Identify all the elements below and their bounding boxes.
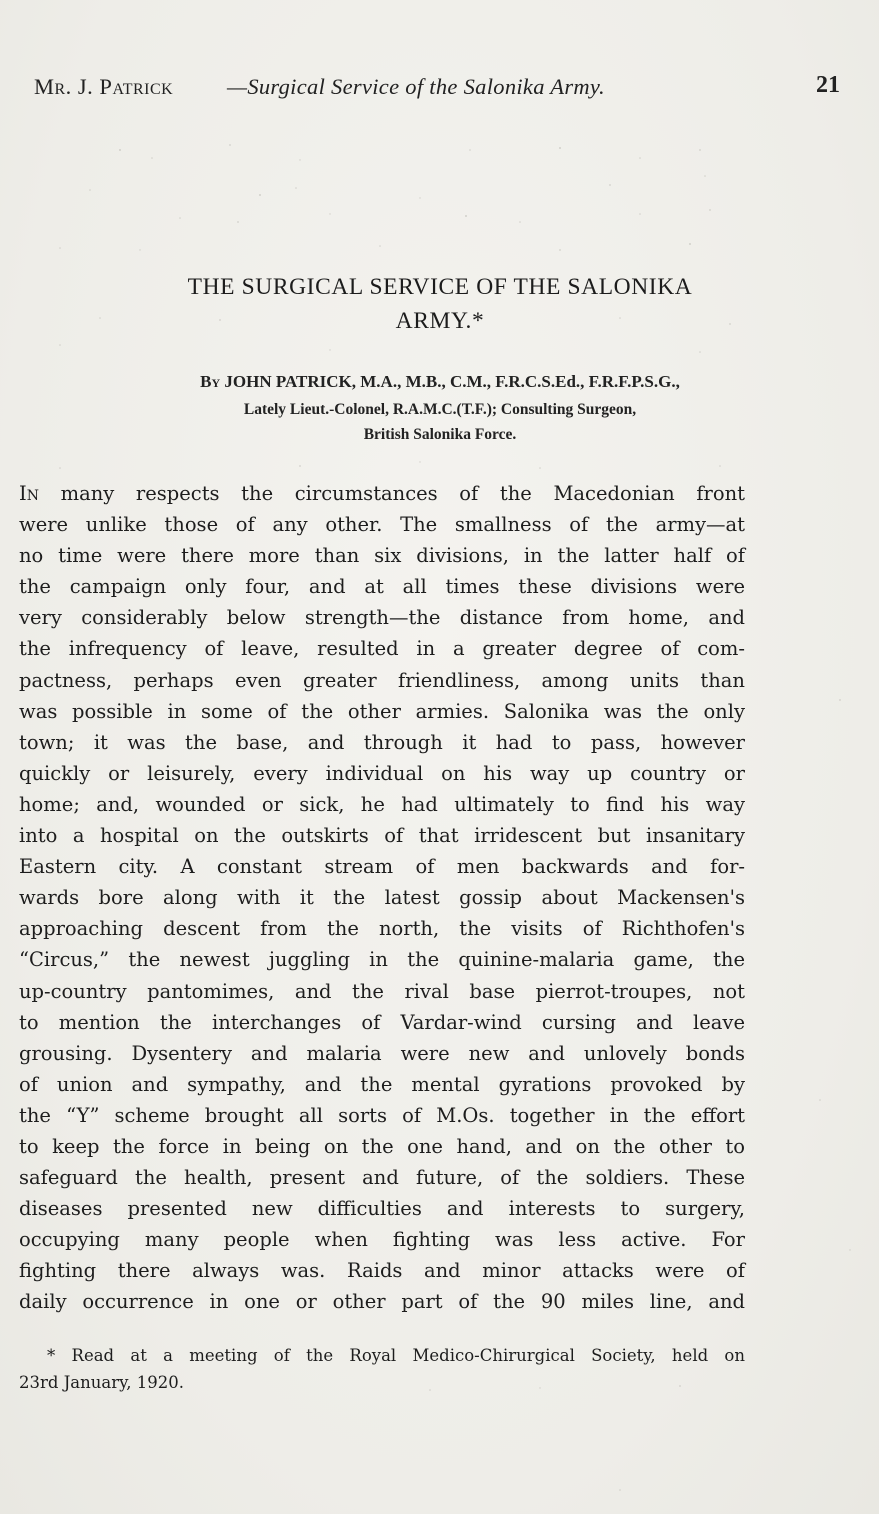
affiliation-line-2: British Salonika Force.: [363, 426, 517, 443]
body-line: diseases presented new difficulties and interests to surgery,: [19, 1197, 745, 1221]
body-paragraph: [19, 478, 745, 1318]
footnote-line-1: * Read at a meeting of the Royal Medico-Chirurgical Society, held on: [47, 1346, 745, 1365]
footnote-line-2: 23rd January, 1920.: [19, 1373, 184, 1392]
body-line: were unlike those of any other. The smallness of the army—at: [19, 513, 745, 537]
body-line: Eastern city. A constant stream of men backwards and for-: [19, 855, 745, 879]
body-line: up-country pantomimes, and the rival base pierrot-troupes, not: [19, 979, 745, 1003]
body-line: town; it was the base, and through it had to pass, however: [19, 730, 745, 754]
body-line: the infrequency of leave, resulted in a greater degree of com-: [19, 637, 745, 661]
body-line: no time were there more than six divisions, in the latter half of: [19, 544, 745, 568]
body-line: into a hospital on the outskirts of that irridescent but insanitary: [19, 824, 745, 848]
body-line: wards bore along with it the latest gossip about Mackensen's: [19, 886, 745, 910]
byline-by: By: [200, 372, 221, 391]
body-line: daily occurrence in one or other part of the 90 miles line, and: [19, 1290, 745, 1314]
body-line: of union and sympathy, and the mental gyrations provoked by: [19, 1072, 745, 1096]
article-title-line-1: THE SURGICAL SERVICE OF THE SALONIKA: [187, 274, 693, 300]
running-head: [34, 74, 840, 104]
body-line: the “Y” scheme brought all sorts of M.Os. together in the effort: [19, 1103, 745, 1127]
body-line: “Circus,” the newest juggling in the quinine-malaria game, the: [19, 948, 745, 972]
article-title-line-2: ARMY.*: [395, 308, 485, 334]
running-head-title-text: Surgical Service of the Salonika Army.: [247, 74, 605, 99]
body-line: approaching descent from the north, the visits of Richthofen's: [19, 917, 745, 941]
body-first-word: In: [19, 482, 39, 505]
byline-author: JOHN PATRICK, M.A., M.B., C.M., F.R.C.S.Ed., F.R.F.P.S.G.,: [224, 372, 680, 391]
body-line: safeguard the health, present and future, of the soldiers. These: [19, 1166, 745, 1190]
footnote: [19, 1342, 745, 1396]
byline: [20, 369, 860, 395]
body-line: was possible in some of the other armies. Salonika was the only: [19, 699, 745, 723]
body-line-text: many respects the circumstances of the Macedonian front: [38, 482, 745, 505]
body-line: fighting there always was. Raids and minor attacks were of: [19, 1259, 745, 1283]
body-line: the campaign only four, and at all times these divisions were: [19, 575, 745, 599]
body-line: home; and, wounded or sick, he had ultimately to find his way: [19, 792, 745, 816]
article-title: [20, 270, 860, 338]
running-head-author: Mr. J. Patrick: [34, 74, 174, 99]
body-line: occupying many people when fighting was less active. For: [19, 1228, 745, 1252]
body-line: very considerably below strength—the distance from home, and: [19, 606, 745, 630]
affiliation-line-1: Lately Lieut.-Colonel, R.A.M.C.(T.F.); Consulting Surgeon,: [243, 401, 637, 418]
body-line: to keep the force in being on the one hand, and on the other to: [19, 1134, 745, 1158]
body-line: to mention the interchanges of Vardar-wind cursing and leave: [19, 1010, 745, 1034]
page-number: 21: [816, 72, 840, 98]
body-line: [19, 478, 745, 509]
body-line: grousing. Dysentery and malaria were new and unlovely bonds: [19, 1041, 745, 1065]
running-head-title: [227, 74, 605, 100]
running-head-separator: —: [227, 74, 248, 99]
body-line: pactness, perhaps even greater friendliness, among units than: [19, 668, 745, 692]
body-line: quickly or leisurely, every individual on his way up country or: [19, 761, 745, 785]
